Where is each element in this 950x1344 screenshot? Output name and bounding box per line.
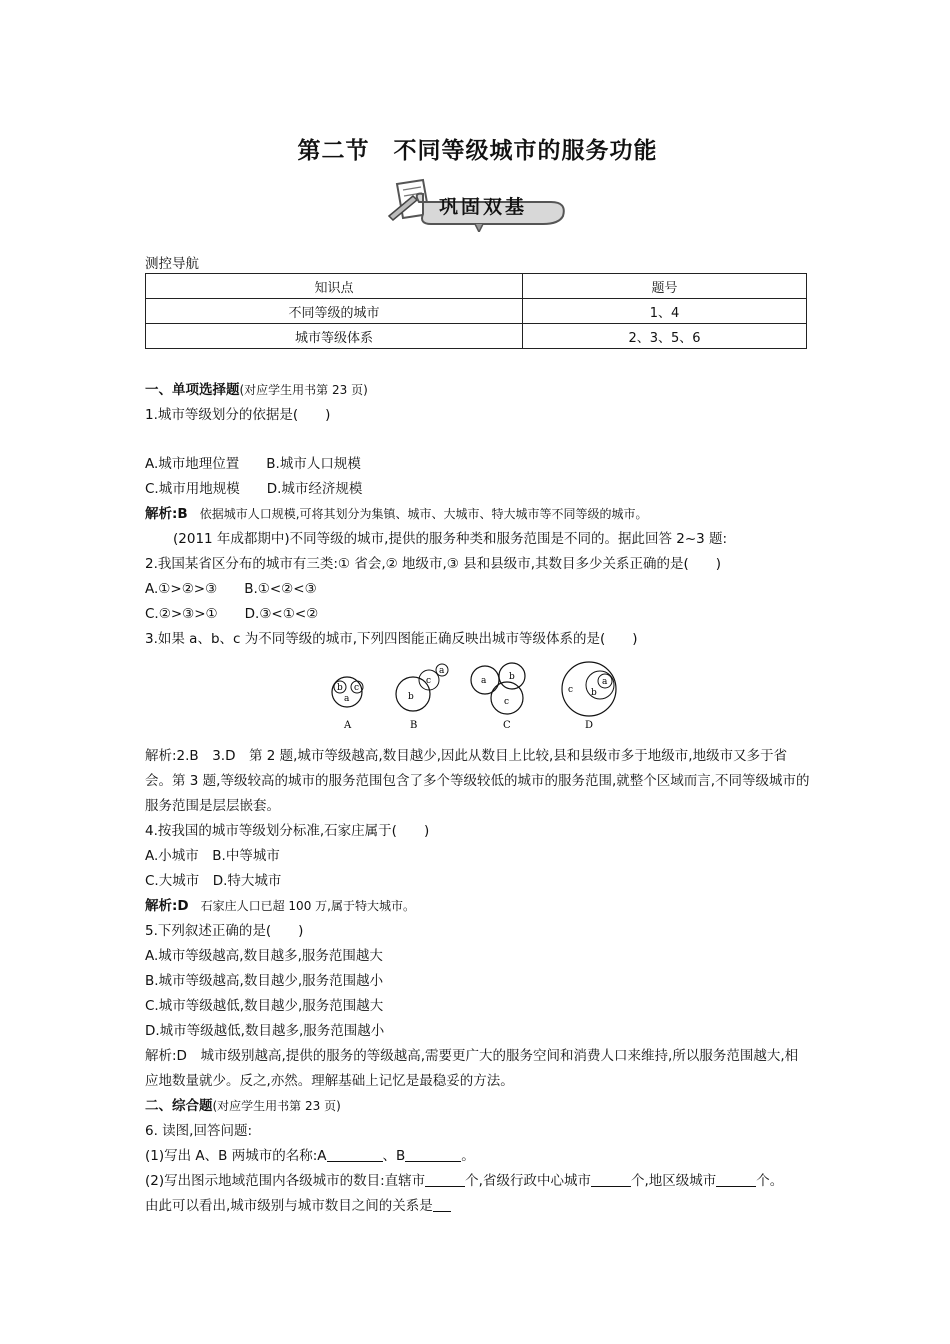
table-cell: 不同等级的城市 [146, 299, 523, 324]
nav-table [145, 273, 807, 349]
circle-letter: b [408, 692, 414, 702]
fill-line: (2)写出图示地域范围内各级城市的数目:直辖市 个,省级行政中心城市 个,地区级城市 个。 [145, 1173, 784, 1189]
diagram-a [332, 677, 363, 731]
option-line: C.②>③>① D.③<①<② [145, 606, 319, 622]
question-stem: 4.按我国的城市等级划分标准,石家庄属于( ) [145, 823, 430, 839]
question-stem: 5.下列叙述正确的是( ) [145, 923, 304, 939]
diagram-label: D [585, 720, 594, 731]
city-hierarchy-diagrams [145, 652, 810, 744]
option-line: D.城市等级越低,数目越多,服务范围越小 [145, 1023, 385, 1039]
table-cell: 城市等级体系 [146, 324, 523, 349]
option-line: B.城市等级越高,数目越少,服务范围越小 [145, 973, 384, 989]
diagram-label: B [410, 720, 418, 731]
section-badge [383, 176, 573, 232]
answer-paragraph: 解析:2.B 3.D 第 2 题,城市等级越高,数目越少,因此从数目上比较,县和县级市多于地级市,地级市又多于省会。第 3 题,等级较高的城市的服务范围包含了多个等级较低的城市的服务范围,就整个区域而言,不同等级城市的服务范围是层层嵌套。 [145, 748, 810, 814]
nav-label: 测控导航 [145, 256, 199, 272]
answer-blank[interactable] [327, 1147, 383, 1162]
badge-text: 巩固双基 [439, 196, 528, 218]
answer-blank[interactable] [425, 1172, 465, 1187]
question-stem: 2.我国某省区分布的城市有三类:① 省会,② 地级市,③ 县和县级市,其数目多少关系正确的是( ) [145, 556, 722, 572]
section-heading: 一、单项选择题(对应学生用书第 23 页) [145, 382, 368, 398]
page-title: 第二节 不同等级城市的服务功能 [297, 137, 658, 164]
lead-text: (2011 年成都期中)不同等级的城市,提供的服务种类和服务范围是不同的。据此回答 2~3 题: [173, 531, 728, 547]
section-heading: 二、综合题(对应学生用书第 23 页) [145, 1098, 341, 1114]
question-body [145, 378, 810, 1219]
option-line: A.小城市 B.中等城市 [145, 848, 280, 864]
answer-blank[interactable] [591, 1172, 631, 1187]
answer-line: 解析:D 石家庄人口已超 100 万,属于特大城市。 [145, 898, 415, 914]
answer-blank[interactable] [433, 1197, 451, 1212]
diagram-b [396, 664, 448, 731]
diagram-label: A [344, 720, 352, 731]
circle-letter: b [591, 688, 597, 698]
question-stem: 1.城市等级划分的依据是( ) [145, 407, 331, 423]
answer-paragraph: 解析:D 城市级别越高,提供的服务的等级越高,需要更广大的服务空间和消费人口来维持,所以服务范围越大,相应地数量就少。反之,亦然。理解基础上记忆是最稳妥的方法。 [145, 1048, 799, 1089]
diagram-d [562, 662, 616, 731]
option-line: C.大城市 D.特大城市 [145, 873, 282, 889]
table-row [146, 324, 807, 349]
table-row [146, 299, 807, 324]
answer-blank[interactable] [716, 1172, 756, 1187]
circle-letter: c [504, 697, 510, 707]
table-header: 题号 [523, 274, 807, 299]
option-line: C.城市用地规模 D.城市经济规模 [145, 481, 363, 497]
circle-letter: c [568, 685, 574, 695]
option-line: A.①>②>③ B.①<②<③ [145, 581, 317, 597]
answer-line: 解析:B 依据城市人口规模,可将其划分为集镇、城市、大城市、特大城市等不同等级的城市。 [145, 506, 648, 522]
circle-letter: b [509, 672, 515, 682]
circle-letter: b [337, 683, 343, 693]
diagram-c [471, 663, 525, 731]
fill-line: 由此可以看出,城市级别与城市数目之间的关系是 [145, 1194, 810, 1219]
circle-letter: a [602, 677, 608, 687]
option-line: A.城市等级越高,数目越多,服务范围越大 [145, 948, 383, 964]
table-header-row [146, 274, 807, 299]
fill-line: (1)写出 A、B 两城市的名称:A 、B 。 [145, 1148, 475, 1164]
answer-blank[interactable] [405, 1147, 461, 1162]
circle-letter: a [439, 666, 445, 676]
table-cell: 2、3、5、6 [523, 324, 807, 349]
circle-letter: a [481, 676, 487, 686]
table-header: 知识点 [146, 274, 523, 299]
diagram-label: C [503, 720, 511, 731]
circle-letter: c [354, 683, 360, 693]
circle-letter: c [426, 676, 432, 686]
table-cell: 1、4 [523, 299, 807, 324]
circle-letter: a [344, 694, 350, 704]
question-stem: 6. 读图,回答问题: [145, 1123, 253, 1139]
option-line: C.城市等级越低,数目越少,服务范围越大 [145, 998, 384, 1014]
option-line: A.城市地理位置 B.城市人口规模 [145, 456, 361, 472]
question-stem: 3.如果 a、b、c 为不同等级的城市,下列四图能正确反映出城市等级体系的是( ) [145, 631, 638, 647]
